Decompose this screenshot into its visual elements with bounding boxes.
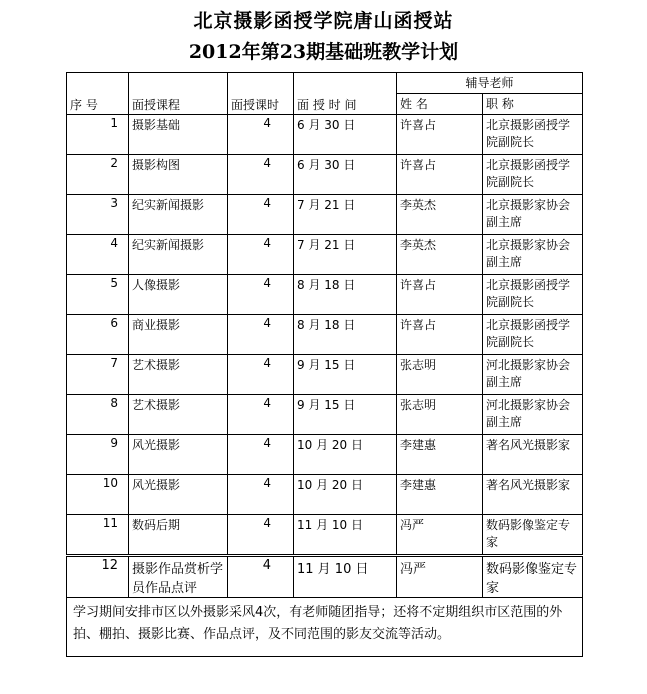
cell-seq: 2 [67, 155, 129, 195]
cell-course: 风光摄影 [129, 435, 228, 475]
cell-title: 北京摄影函授学院副院长 [483, 155, 583, 195]
cell-name: 冯严 [397, 556, 483, 598]
cell-date: 9 月 15 日 [294, 395, 397, 435]
cell-name: 许喜占 [397, 155, 483, 195]
cell-title: 著名风光摄影家 [483, 475, 583, 515]
cell-course: 人像摄影 [129, 275, 228, 315]
cell-date: 8 月 18 日 [294, 275, 397, 315]
cell-name: 许喜占 [397, 115, 483, 155]
cell-title: 北京摄影家协会副主席 [483, 235, 583, 275]
cell-hours: 4 [228, 556, 294, 598]
cell-hours: 4 [228, 395, 294, 435]
cell-title: 北京摄影家协会副主席 [483, 195, 583, 235]
cell-date: 10 月 20 日 [294, 435, 397, 475]
cell-hours: 4 [228, 355, 294, 395]
table-row [67, 315, 583, 355]
cell-hours: 4 [228, 115, 294, 155]
cell-course: 摄影作品赏析学员作品点评 [129, 556, 228, 598]
cell-name: 李英杰 [397, 195, 483, 235]
table-row [67, 556, 583, 598]
cell-title: 数码影像鉴定专家 [483, 515, 583, 556]
cell-date: 11 月 10 日 [294, 515, 397, 556]
cell-hours: 4 [228, 195, 294, 235]
header-name: 姓 名 [397, 94, 483, 115]
cell-name: 冯严 [397, 515, 483, 556]
cell-title: 数码影像鉴定专家 [483, 556, 583, 598]
cell-name: 张志明 [397, 395, 483, 435]
table-row [67, 395, 583, 435]
cell-hours: 4 [228, 515, 294, 556]
cell-course: 纪实新闻摄影 [129, 195, 228, 235]
cell-course: 摄影基础 [129, 115, 228, 155]
cell-name: 张志明 [397, 355, 483, 395]
cell-date: 7 月 21 日 [294, 195, 397, 235]
cell-hours: 4 [228, 475, 294, 515]
cell-seq: 11 [67, 515, 129, 556]
cell-seq: 12 [67, 556, 129, 598]
table-row [67, 435, 583, 475]
cell-seq: 7 [67, 355, 129, 395]
cell-title: 北京摄影函授学院副院长 [483, 275, 583, 315]
cell-course: 艺术摄影 [129, 395, 228, 435]
document-subtitle: 2012年第23期基础班教学计划 [188, 41, 459, 63]
table-row [67, 235, 583, 275]
cell-hours: 4 [228, 275, 294, 315]
header-seq: 序 号 [67, 73, 129, 115]
header-date: 面 授 时 间 [294, 73, 397, 115]
table-row [67, 115, 583, 155]
cell-date: 7 月 21 日 [294, 235, 397, 275]
table-row [67, 195, 583, 235]
cell-course: 艺术摄影 [129, 355, 228, 395]
cell-name: 李英杰 [397, 235, 483, 275]
header-title: 职 称 [483, 94, 583, 115]
cell-course: 数码后期 [129, 515, 228, 556]
table-row [67, 275, 583, 315]
note-row [67, 598, 583, 657]
table-row [67, 475, 583, 515]
table-row [67, 515, 583, 556]
cell-title: 河北摄影家协会副主席 [483, 395, 583, 435]
header-tutor: 辅导老师 [397, 73, 583, 94]
cell-name: 许喜占 [397, 275, 483, 315]
cell-date: 9 月 15 日 [294, 355, 397, 395]
cell-hours: 4 [228, 315, 294, 355]
table-row [67, 155, 583, 195]
cell-course: 摄影构图 [129, 155, 228, 195]
cell-seq: 9 [67, 435, 129, 475]
cell-date: 11 月 10 日 [294, 556, 397, 598]
cell-name: 李建惠 [397, 475, 483, 515]
cell-date: 6 月 30 日 [294, 155, 397, 195]
cell-seq: 3 [67, 195, 129, 235]
cell-seq: 5 [67, 275, 129, 315]
cell-title: 北京摄影函授学院副院长 [483, 115, 583, 155]
cell-title: 河北摄影家协会副主席 [483, 355, 583, 395]
header-row-1 [67, 73, 583, 94]
cell-seq: 6 [67, 315, 129, 355]
cell-title: 北京摄影函授学院副院长 [483, 315, 583, 355]
cell-hours: 4 [228, 435, 294, 475]
header-hours: 面授课时 [228, 73, 294, 115]
cell-seq: 4 [67, 235, 129, 275]
cell-seq: 1 [67, 115, 129, 155]
document-title: 北京摄影函授学院唐山函授站 [193, 10, 454, 32]
cell-title: 著名风光摄影家 [483, 435, 583, 475]
cell-course: 纪实新闻摄影 [129, 235, 228, 275]
cell-course: 商业摄影 [129, 315, 228, 355]
cell-seq: 10 [67, 475, 129, 515]
cell-name: 李建惠 [397, 435, 483, 475]
cell-date: 6 月 30 日 [294, 115, 397, 155]
cell-course: 风光摄影 [129, 475, 228, 515]
cell-hours: 4 [228, 235, 294, 275]
cell-seq: 8 [67, 395, 129, 435]
note-text: 学习期间安排市区以外摄影采风4次，有老师随团指导；还将不定期组织市区范围的外拍、棚拍、摄影比赛、作品点评，及不同范围的影友交流等活动。 [67, 598, 583, 657]
header-course: 面授课程 [129, 73, 228, 115]
cell-date: 10 月 20 日 [294, 475, 397, 515]
cell-name: 许喜占 [397, 315, 483, 355]
cell-hours: 4 [228, 155, 294, 195]
cell-date: 8 月 18 日 [294, 315, 397, 355]
table-row [67, 355, 583, 395]
schedule-table [66, 72, 583, 657]
